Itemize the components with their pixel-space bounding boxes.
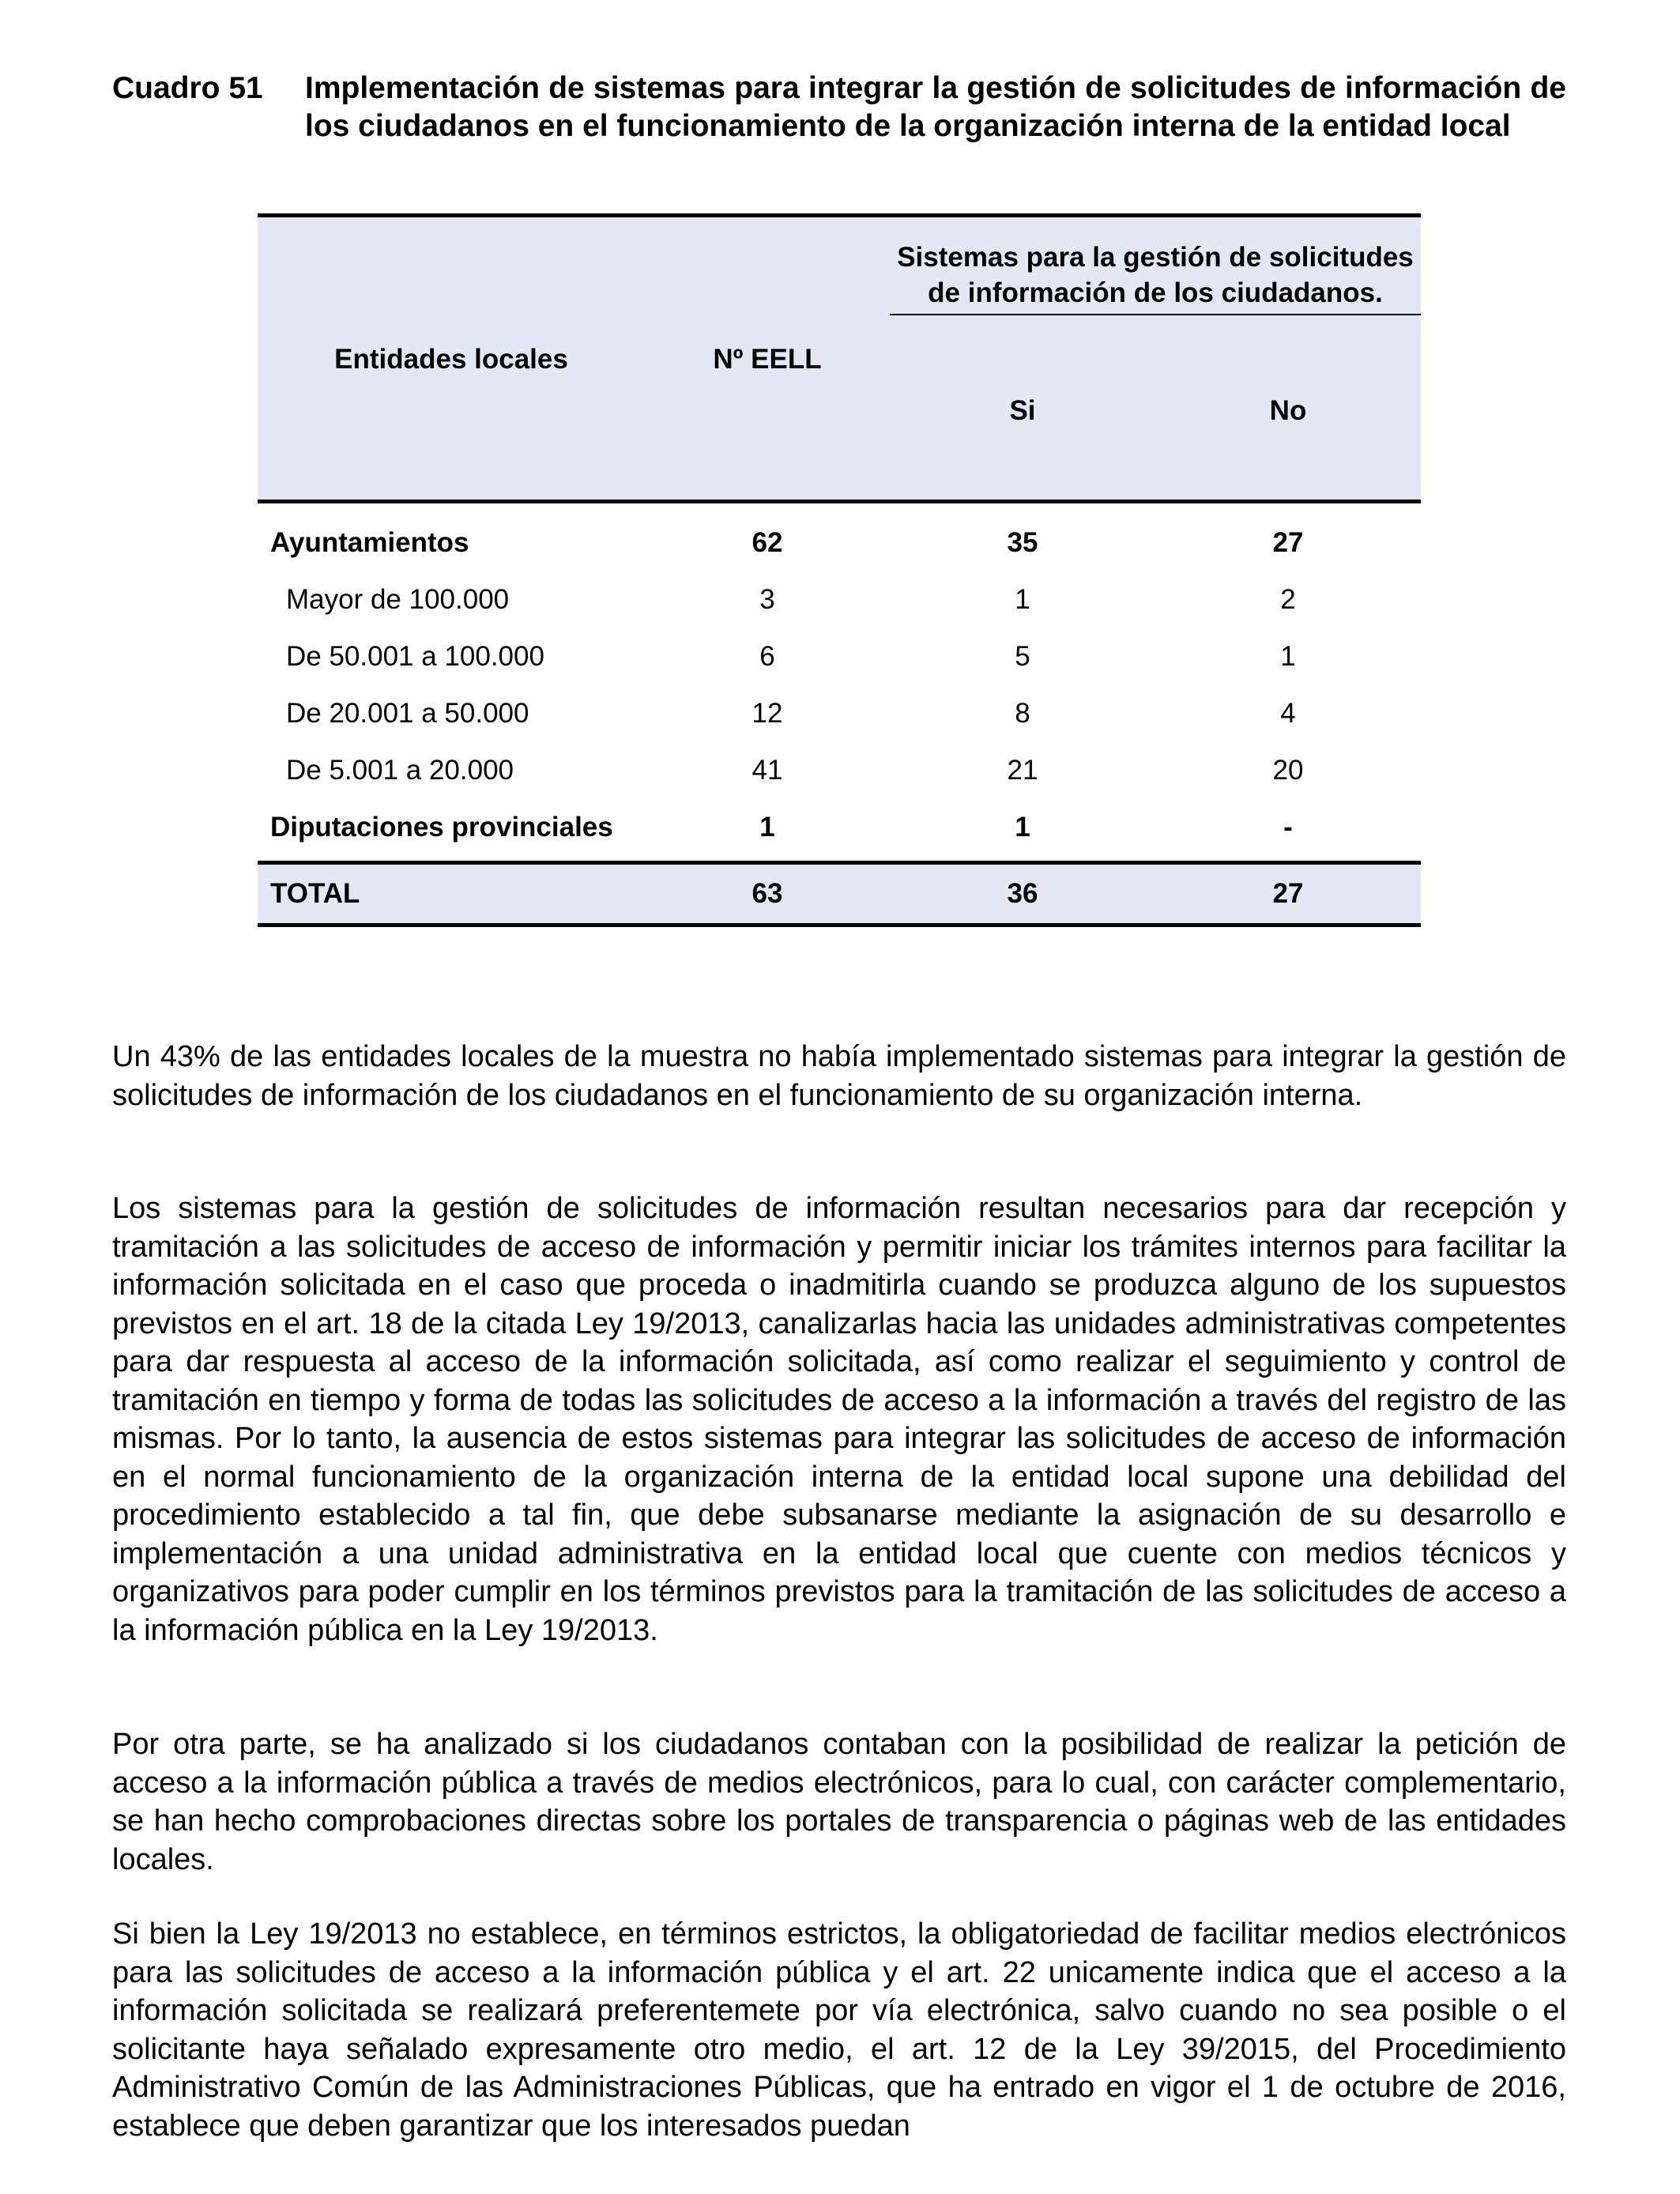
header-no: No — [1269, 395, 1307, 426]
paragraph-4: Si bien la Ley 19/2013 no establece, en términos estrictos, la obligatoriedad de facilitar medios electrónicos para las solicitudes de acceso a la información pública y el art. 22 unicamente indica que el acceso a la información solicitada se realizará preferentemete por vía electrónica, salvo cuando no sea posible o el solicitante haya señalado expresamente otro medio, el art. 12 de la Ley 39/2015, del Procedimiento Administrativo Común de las Administraciones Públicas, que ha entrado en vigor el 1 de octubre de 2016, establece que deben garantizar que los interesados puedan — [112, 1917, 1566, 2143]
total-si: 36 — [1007, 878, 1038, 909]
total-label: TOTAL — [270, 878, 360, 909]
row-label: De 50.001 a 100.000 — [286, 641, 544, 672]
row-si: 5 — [1015, 641, 1030, 672]
row-si: 1 — [1015, 812, 1030, 843]
total-n-eell: 63 — [751, 878, 783, 909]
header-entidades: Entidades locales — [334, 344, 568, 375]
row-n-eell: 41 — [751, 755, 783, 786]
table-row — [258, 628, 1421, 685]
row-label: Diputaciones provinciales — [270, 812, 613, 843]
caption-label: Cuadro 51 — [112, 71, 263, 105]
row-n-eell: 12 — [751, 698, 783, 729]
row-no: 27 — [1272, 527, 1304, 558]
paragraph-3: Por otra parte, se ha analizado si los ciudadanos contaban con la posibilidad de realizar la petición de acceso a la información pública a través de medios electrónicos, para lo cual, con carácter complementario, se han hecho comprobaciones directas sobre los portales de transparencia o páginas web de las entidades locales. — [112, 1728, 1566, 1876]
header-group-sistemas: Sistemas para la gestión de solicitudes de información de los ciudadanos. — [897, 242, 1414, 308]
data-table — [258, 213, 1421, 927]
paragraph-2: Los sistemas para la gestión de solicitudes de información resultan necesarios para dar recepción y tramitación a las solicitudes de acceso de información y permitir iniciar los trámites internos para facilitar la información solicitada en el caso que proceda o inadmitirla cuando se produzca alguno de los supuestos previstos en el art. 18 de la citada Ley 19/2013, canalizarlas hacia las unidades administrativas competentes para dar respuesta al acceso de la información solicitada, así como realizar el seguimiento y control de tramitación en tiempo y forma de todas las solicitudes de acceso a la información a través del registro de las mismas. Por lo tanto, la ausencia de estos sistemas para integrar las solicitudes de acceso de información en el normal funcionamiento de la organización interna de la entidad local supone una debilidad del procedimiento establecido a tal fin, que debe subsanarse mediante la asignación de su desarrollo e implementación a una unidad administrativa en la entidad local que cuente con medios técnicos y organizativos para poder cumplir en los términos previstos para la tramitación de las solicitudes de acceso a la información pública en la Ley 19/2013. — [112, 1192, 1566, 1647]
table-header — [258, 213, 1421, 503]
row-no: - — [1283, 812, 1293, 843]
table-row — [258, 515, 1421, 571]
table-total-row — [258, 861, 1421, 927]
header-group-rule — [890, 314, 1421, 315]
row-si: 35 — [1007, 527, 1038, 558]
caption-title: Implementación de sistemas para integrar la gestión de solicitudes de información de los ciudadanos en el funcionamiento de la organización interna de la entidad local — [305, 71, 1566, 143]
row-label: De 5.001 a 20.000 — [286, 755, 514, 786]
table-row — [258, 571, 1421, 628]
table-caption — [112, 70, 1566, 145]
row-n-eell: 6 — [759, 641, 775, 672]
paragraph-1: Un 43% de las entidades locales de la muestra no había implementado sistemas para integrar la gestión de solicitudes de información de los ciudadanos en el funcionamiento de su organización interna. — [112, 1040, 1566, 1112]
row-n-eell: 3 — [759, 584, 775, 615]
row-no: 1 — [1280, 641, 1296, 672]
header-n-eell: Nº EELL — [713, 344, 822, 375]
total-no: 27 — [1272, 878, 1304, 909]
row-si: 8 — [1015, 698, 1030, 729]
row-label: Mayor de 100.000 — [286, 584, 510, 615]
table-row — [258, 799, 1421, 856]
table-row — [258, 742, 1421, 799]
row-label: Ayuntamientos — [270, 527, 469, 558]
table-row — [258, 685, 1421, 742]
row-si: 21 — [1007, 755, 1038, 786]
row-n-eell: 62 — [751, 527, 783, 558]
row-no: 20 — [1272, 755, 1304, 786]
header-si: Si — [1009, 395, 1036, 426]
row-no: 2 — [1280, 584, 1296, 615]
row-si: 1 — [1015, 584, 1030, 615]
row-label: De 20.001 a 50.000 — [286, 698, 529, 729]
row-no: 4 — [1280, 698, 1296, 729]
row-n-eell: 1 — [759, 812, 775, 843]
